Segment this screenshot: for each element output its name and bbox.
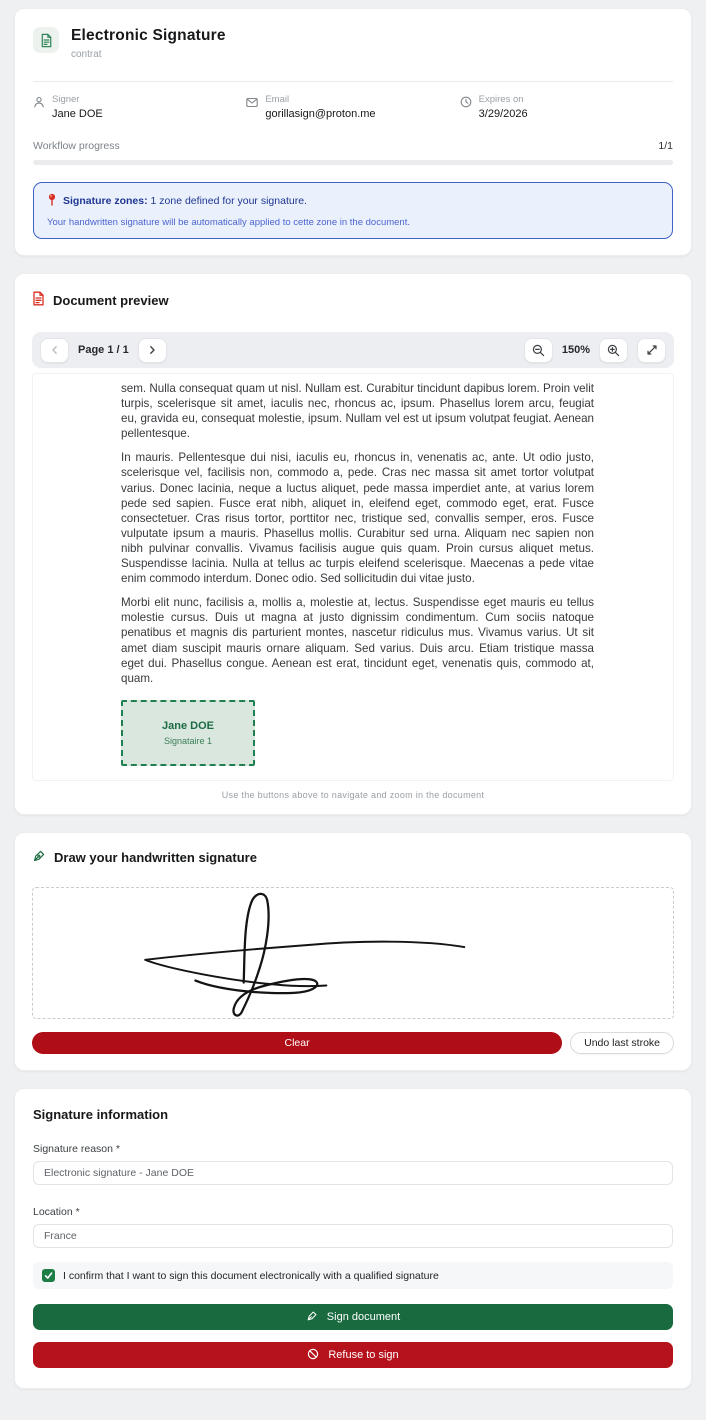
document-paragraph: Morbi elit nunc, facilisis a, mollis a, molestie at, lectus. Suspendisse eget mauris eu tellus molestie cursus. Duis ut magna at justo dignissim condimentum. Cum sociis natoque penatibus et magnis dis parturient montes, nascetur ridiculus mus. Vivamus varius. Ut sit amet diam suscipit mauris ornare aliquam. Sed varius. Duis arcu. Etiam tristique massa eget dui. Phasellus congue. Aenean est erat, tincidunt eget, venenatis quis, commodo at, quam.	[121, 596, 594, 685]
sign-pen-icon	[306, 1310, 318, 1325]
consent-row	[33, 1262, 673, 1289]
refuse-to-sign-button[interactable]	[33, 1342, 673, 1368]
location-input[interactable]	[33, 1224, 673, 1248]
location-label: Location *	[33, 1206, 80, 1218]
signature-reason-label: Signature reason *	[33, 1143, 120, 1155]
signature-drawing	[33, 888, 673, 1018]
fullscreen-button[interactable]	[637, 338, 666, 363]
divider	[33, 81, 673, 82]
expires-label: Expires on	[478, 94, 524, 105]
signature-information-title: Signature information	[33, 1107, 169, 1122]
consent-checkbox[interactable]	[42, 1269, 55, 1282]
document-icon	[33, 27, 59, 53]
email-info	[246, 94, 459, 120]
envelope-icon	[246, 95, 258, 120]
notice-title: Signature zones:	[63, 195, 148, 207]
refuse-to-sign-label: Refuse to sign	[328, 1349, 399, 1361]
email-label: Email	[265, 94, 290, 105]
header-card	[14, 8, 692, 256]
sign-document-label: Sign document	[326, 1311, 401, 1323]
signature-stroke-main	[195, 894, 317, 1016]
page-indicator: Page 1 / 1	[78, 344, 129, 356]
document-preview-title: Document preview	[53, 292, 169, 308]
pen-nib-icon	[32, 849, 46, 866]
consent-label: I confirm that I want to sign this document electronically with a qualified signature	[63, 1269, 439, 1282]
workflow-progress-label: Workflow progress	[33, 140, 120, 152]
pin-icon	[47, 193, 57, 209]
document-text	[121, 381, 594, 686]
document-preview-card	[14, 273, 692, 815]
signature-zone-name: Jane DOE	[162, 719, 214, 732]
zoom-out-button[interactable]	[524, 338, 553, 363]
viewer-toolbar	[32, 332, 674, 368]
viewer-hint: Use the buttons above to navigate and zoom in the document	[221, 790, 485, 800]
signer-label: Signer	[52, 94, 80, 105]
sign-document-button[interactable]	[33, 1304, 673, 1330]
workflow-progress-count: 1/1	[658, 140, 673, 152]
document-viewer[interactable]	[32, 373, 674, 781]
signature-information-card	[14, 1088, 692, 1389]
prohibit-icon	[307, 1348, 319, 1363]
person-icon	[33, 95, 45, 120]
signer-info	[33, 94, 246, 120]
page-title: Electronic Signature	[71, 27, 226, 44]
document-paragraph: In mauris. Pellentesque dui nisi, iaculis eu, rhoncus in, venenatis ac, ante. Ut odio justo, scelerisque vel, facilisis non, commodo a, pede. Cras nec massa sit amet tortor volutpat varius. Donec lacinia, neque a luctus aliquet, pede massa imperdiet ante, at varius lorem pede sed sapien. Fusce erat nibh, aliquet in, eleifend eget, commodo eget, erat. Fusce consectetuer. Cras risus tortor, porttitor nec, tristique sed, convallis semper, eros. Fusce vulputate ipsum a mauris. Phasellus mollis. Curabitur sed urna. Aliquam nec sapien non nibh pulvinar convallis. Vivamus facilisis augue quis quam. Proin cursus aliquet metus. Suspendisse lacinia. Nulla at tellus ac turpis eleifend scelerisque. Maecenas a pede vitae enim commodo interdum. Donec odio. Sed sollicitudin dui vitae justo.	[121, 451, 594, 586]
notice-subtext: Your handwritten signature will be automatically applied to cette zone in the document.	[47, 217, 410, 228]
undo-last-stroke-button[interactable]: Undo last stroke	[570, 1032, 674, 1054]
signer-value: Jane DOE	[52, 108, 103, 120]
document-name: contrat	[71, 49, 102, 60]
zoom-in-button[interactable]	[599, 338, 628, 363]
expiry-info	[460, 94, 673, 120]
signature-zone-role: Signataire 1	[163, 735, 213, 746]
notice-body: 1 zone defined for your signature.	[147, 195, 307, 207]
document-paragraph: sem. Nulla consequat quam ut nisl. Nullam est. Curabitur tincidunt dapibus lorem. Proin velit turpis, scelerisque sit amet, iaculis nec, rhoncus ac, ipsum. Phasellus lorem arcu, feugiat eu, gravida eu, consequat molestie, ipsum. Nullam vel est ut ipsum volutpat feugiat. Aenean pellentesque.	[121, 382, 594, 441]
previous-page-button[interactable]	[40, 338, 69, 363]
document-preview-icon	[32, 291, 45, 309]
clock-icon	[460, 95, 472, 120]
draw-signature-title: Draw your handwritten signature	[54, 850, 257, 865]
draw-signature-card	[14, 832, 692, 1071]
signature-zones-notice	[33, 182, 673, 239]
email-value: gorillasign@proton.me	[265, 108, 376, 120]
clear-button[interactable]: Clear	[32, 1032, 562, 1054]
signature-zone-placeholder[interactable]	[121, 700, 255, 766]
zoom-level: 150%	[561, 344, 590, 356]
workflow-progress-bar	[33, 160, 673, 165]
signature-canvas[interactable]	[32, 887, 674, 1019]
signature-reason-input[interactable]	[33, 1161, 673, 1185]
expires-value: 3/29/2026	[478, 108, 528, 120]
next-page-button[interactable]	[138, 338, 167, 363]
notice-text	[63, 195, 307, 207]
